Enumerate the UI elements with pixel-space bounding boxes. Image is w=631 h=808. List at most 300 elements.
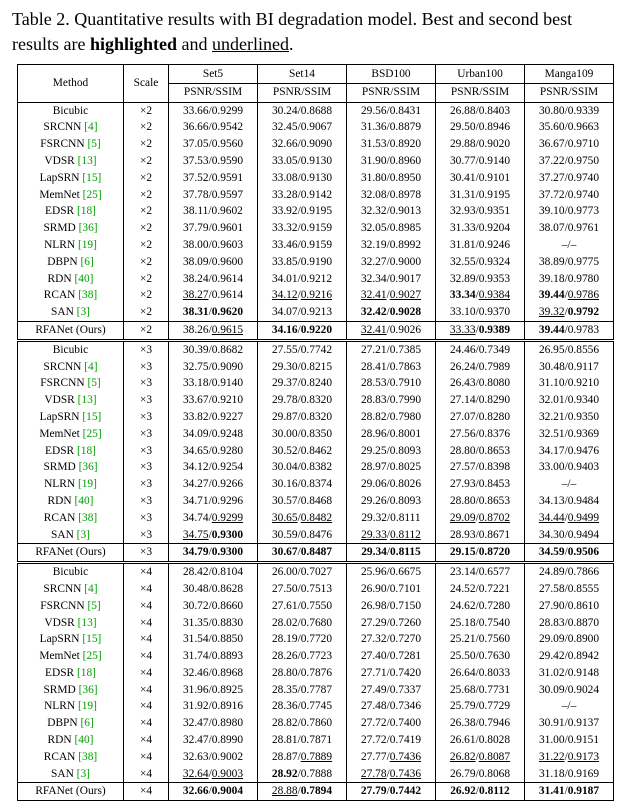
result-cell: 28.80/0.7876: [258, 665, 347, 682]
table-row: [18, 136, 614, 153]
result-cell: 28.41/0.7863: [347, 359, 436, 376]
method-cell: LapSRN [15]: [18, 409, 124, 426]
result-cell: 34.27/0.9266: [169, 476, 258, 493]
result-cell: 37.79/0.9601: [169, 220, 258, 237]
citation-link[interactable]: [4]: [84, 121, 98, 134]
result-cell: 33.33/0.9389: [436, 321, 525, 340]
result-cell: 39.10/0.9773: [525, 203, 614, 220]
result-cell: 32.66/0.9090: [258, 136, 347, 153]
table-row: [18, 715, 614, 732]
citation-link[interactable]: [13]: [77, 154, 97, 167]
result-cell: 30.04/0.8382: [258, 459, 347, 476]
citation-link[interactable]: [3]: [76, 528, 90, 541]
result-cell: 24.89/0.7866: [525, 563, 614, 581]
result-cell: 30.52/0.8462: [258, 443, 347, 460]
table-row: [18, 443, 614, 460]
result-cell: 38.27/0.9614: [169, 287, 258, 304]
scale-cell: ×4: [124, 698, 169, 715]
result-cell: 29.26/0.8093: [347, 493, 436, 510]
result-cell: 32.51/0.9369: [525, 426, 614, 443]
table-row: [18, 749, 614, 766]
result-cell: 32.05/0.8985: [347, 220, 436, 237]
citation-link[interactable]: [5]: [87, 599, 101, 612]
method-cell: EDSR [18]: [18, 443, 124, 460]
method-cell: VDSR [13]: [18, 392, 124, 409]
result-cell: 30.72/0.8660: [169, 598, 258, 615]
table-row: [18, 563, 614, 581]
table-row: [18, 766, 614, 783]
method-cell: SRCNN [4]: [18, 359, 124, 376]
citation-link[interactable]: [4]: [84, 360, 98, 373]
scale-cell: ×2: [124, 287, 169, 304]
table-row: [18, 493, 614, 510]
scale-cell: ×2: [124, 237, 169, 254]
scale-cell: ×3: [124, 510, 169, 527]
method-cell: FSRCNN [5]: [18, 136, 124, 153]
citation-link[interactable]: [25]: [82, 427, 102, 440]
result-cell: 31.10/0.9210: [525, 375, 614, 392]
citation-link[interactable]: [19]: [77, 478, 97, 491]
result-cell: 34.30/0.9494: [525, 527, 614, 544]
method-cell: RCAN [38]: [18, 749, 124, 766]
citation-link[interactable]: [36]: [78, 461, 98, 474]
result-cell: 34.44/0.9499: [525, 510, 614, 527]
result-cell: 26.00/0.7027: [258, 563, 347, 581]
method-cell: SAN [3]: [18, 304, 124, 321]
scale-cell: ×2: [124, 119, 169, 136]
result-cell: 33.08/0.9130: [258, 170, 347, 187]
table-row: [18, 304, 614, 321]
result-cell: 34.09/0.9248: [169, 426, 258, 443]
method-cell: DBPN [6]: [18, 254, 124, 271]
scale-cell: ×2: [124, 153, 169, 170]
result-cell: 27.79/0.7442: [347, 783, 436, 801]
method-cell: VDSR [13]: [18, 615, 124, 632]
scale-cell: ×3: [124, 493, 169, 510]
citation-link[interactable]: [40]: [74, 272, 94, 285]
result-cell: 27.14/0.8290: [436, 392, 525, 409]
scale-cell: ×3: [124, 375, 169, 392]
citation-link[interactable]: [4]: [84, 582, 98, 595]
table-row: [18, 254, 614, 271]
citation-link[interactable]: [18]: [76, 205, 96, 218]
citation-link[interactable]: [18]: [76, 666, 96, 679]
citation-link[interactable]: [13]: [77, 616, 97, 629]
result-cell: 31.54/0.8850: [169, 631, 258, 648]
method-cell: DBPN [6]: [18, 715, 124, 732]
result-cell: 33.00/0.9403: [525, 459, 614, 476]
scale-cell: ×4: [124, 682, 169, 699]
result-cell: 32.32/0.9013: [347, 203, 436, 220]
citation-link[interactable]: [36]: [78, 222, 98, 235]
result-cell: 37.05/0.9560: [169, 136, 258, 153]
result-cell: 37.53/0.9590: [169, 153, 258, 170]
scale-cell: ×3: [124, 527, 169, 544]
table-row-ours: [18, 544, 614, 563]
result-cell: 27.48/0.7346: [347, 698, 436, 715]
method-cell: LapSRN [15]: [18, 170, 124, 187]
result-cell: 31.36/0.8879: [347, 119, 436, 136]
col-header-bsd100: BSD100: [347, 65, 436, 84]
result-cell: 30.77/0.9140: [436, 153, 525, 170]
result-cell: 25.79/0.7729: [436, 698, 525, 715]
result-cell: 27.55/0.7742: [258, 340, 347, 358]
result-cell: 33.82/0.9227: [169, 409, 258, 426]
method-cell: NLRN [19]: [18, 237, 124, 254]
result-cell: 32.45/0.9067: [258, 119, 347, 136]
table-row: [18, 598, 614, 615]
result-cell: 34.13/0.9484: [525, 493, 614, 510]
result-cell: 30.48/0.9117: [525, 359, 614, 376]
scale-cell: ×4: [124, 581, 169, 598]
table-row: [18, 698, 614, 715]
result-cell: 37.52/0.9591: [169, 170, 258, 187]
result-cell: 32.19/0.8992: [347, 237, 436, 254]
method-cell: Bicubic: [18, 340, 124, 358]
result-cell: 27.29/0.7260: [347, 615, 436, 632]
result-cell: 31.74/0.8893: [169, 648, 258, 665]
method-cell: RDN [40]: [18, 271, 124, 288]
subheader-psnr-ssim: PSNR/SSIM: [525, 83, 614, 102]
subheader-psnr-ssim: PSNR/SSIM: [169, 83, 258, 102]
result-cell: 31.80/0.8950: [347, 170, 436, 187]
result-cell: 23.14/0.6577: [436, 563, 525, 581]
result-cell: 30.48/0.8628: [169, 581, 258, 598]
citation-link[interactable]: [38]: [78, 511, 98, 524]
citation-link[interactable]: [18]: [76, 444, 96, 457]
result-cell: 29.42/0.8942: [525, 648, 614, 665]
method-cell: MemNet [25]: [18, 426, 124, 443]
result-cell: 39.32/0.9792: [525, 304, 614, 321]
result-cell: 26.24/0.7989: [436, 359, 525, 376]
result-cell: 27.71/0.7420: [347, 665, 436, 682]
subheader-psnr-ssim: PSNR/SSIM: [258, 83, 347, 102]
result-cell: 32.41/0.9026: [347, 321, 436, 340]
method-cell: NLRN [19]: [18, 698, 124, 715]
method-cell: LapSRN [15]: [18, 631, 124, 648]
table-row: [18, 426, 614, 443]
scale-cell: ×3: [124, 544, 169, 563]
result-cell: –/–: [525, 698, 614, 715]
result-cell: 32.41/0.9027: [347, 287, 436, 304]
table-row: [18, 237, 614, 254]
table-row: [18, 648, 614, 665]
result-cell: 25.96/0.6675: [347, 563, 436, 581]
result-cell: 28.96/0.8001: [347, 426, 436, 443]
citation-link[interactable]: [38]: [78, 289, 98, 302]
result-cell: 34.75/0.9300: [169, 527, 258, 544]
result-cell: 29.56/0.8431: [347, 102, 436, 119]
citation-link[interactable]: [15]: [82, 171, 102, 184]
table-row: [18, 119, 614, 136]
citation-link[interactable]: [36]: [78, 683, 98, 696]
scale-cell: ×2: [124, 321, 169, 340]
result-cell: 31.53/0.8920: [347, 136, 436, 153]
result-cell: 31.22/0.9173: [525, 749, 614, 766]
result-cell: 32.21/0.9350: [525, 409, 614, 426]
result-cell: 37.22/0.9750: [525, 153, 614, 170]
result-cell: 30.65/0.8482: [258, 510, 347, 527]
result-cell: 30.09/0.9024: [525, 682, 614, 699]
result-cell: 33.28/0.9142: [258, 187, 347, 204]
result-cell: 29.34/0.8115: [347, 544, 436, 563]
result-cell: 27.72/0.7400: [347, 715, 436, 732]
result-cell: 28.87/0.7889: [258, 749, 347, 766]
result-cell: 33.85/0.9190: [258, 254, 347, 271]
table-row: [18, 375, 614, 392]
result-cell: 28.92/0.7888: [258, 766, 347, 783]
table-row: [18, 271, 614, 288]
result-cell: 26.92/0.8112: [436, 783, 525, 801]
table-row: [18, 510, 614, 527]
method-cell: SRCNN [4]: [18, 581, 124, 598]
scale-cell: ×4: [124, 648, 169, 665]
col-header-urban100: Urban100: [436, 65, 525, 84]
result-cell: 27.78/0.7436: [347, 766, 436, 783]
table-row: [18, 153, 614, 170]
result-cell: 26.64/0.8033: [436, 665, 525, 682]
result-cell: 26.82/0.8087: [436, 749, 525, 766]
result-cell: 39.44/0.9783: [525, 321, 614, 340]
scale-cell: ×2: [124, 220, 169, 237]
result-cell: 34.71/0.9296: [169, 493, 258, 510]
method-cell: SAN [3]: [18, 766, 124, 783]
result-cell: 29.06/0.8026: [347, 476, 436, 493]
result-cell: 39.44/0.9786: [525, 287, 614, 304]
result-cell: 29.87/0.8320: [258, 409, 347, 426]
result-cell: 28.42/0.8104: [169, 563, 258, 581]
scale-cell: ×2: [124, 203, 169, 220]
table-body: [18, 102, 614, 801]
result-cell: 31.18/0.9169: [525, 766, 614, 783]
table-row: [18, 732, 614, 749]
result-cell: 29.32/0.8111: [347, 510, 436, 527]
col-header-set14: Set14: [258, 65, 347, 84]
citation-link[interactable]: [15]: [82, 633, 102, 646]
result-cell: 37.78/0.9597: [169, 187, 258, 204]
citation-link[interactable]: [5]: [87, 377, 101, 390]
scale-cell: ×4: [124, 783, 169, 801]
table-row: [18, 392, 614, 409]
scale-cell: ×4: [124, 766, 169, 783]
result-cell: 32.75/0.9090: [169, 359, 258, 376]
result-cell: 34.12/0.9216: [258, 287, 347, 304]
result-cell: 28.97/0.8025: [347, 459, 436, 476]
scale-cell: ×4: [124, 615, 169, 632]
result-cell: 33.32/0.9159: [258, 220, 347, 237]
result-cell: 28.82/0.7860: [258, 715, 347, 732]
result-cell: 26.79/0.8068: [436, 766, 525, 783]
result-cell: 28.36/0.7745: [258, 698, 347, 715]
method-cell: SRMD [36]: [18, 682, 124, 699]
table-row: [18, 187, 614, 204]
result-cell: 38.89/0.9775: [525, 254, 614, 271]
scale-cell: ×2: [124, 187, 169, 204]
citation-link[interactable]: [3]: [76, 767, 90, 780]
result-cell: 28.88/0.7894: [258, 783, 347, 801]
result-cell: 33.18/0.9140: [169, 375, 258, 392]
table-row: [18, 287, 614, 304]
result-cell: 38.24/0.9614: [169, 271, 258, 288]
table-row-ours: [18, 783, 614, 801]
citation-link[interactable]: [19]: [77, 700, 97, 713]
scale-cell: ×4: [124, 665, 169, 682]
citation-link[interactable]: [15]: [82, 410, 102, 423]
scale-cell: ×3: [124, 459, 169, 476]
result-cell: 26.61/0.8028: [436, 732, 525, 749]
result-cell: 32.55/0.9324: [436, 254, 525, 271]
result-cell: 28.82/0.7980: [347, 409, 436, 426]
result-cell: 28.02/0.7680: [258, 615, 347, 632]
result-cell: 30.41/0.9101: [436, 170, 525, 187]
method-cell: SAN [3]: [18, 527, 124, 544]
method-cell: SRCNN [4]: [18, 119, 124, 136]
table-row: [18, 527, 614, 544]
result-cell: 32.08/0.8978: [347, 187, 436, 204]
result-cell: 38.31/0.9620: [169, 304, 258, 321]
result-cell: 27.72/0.7419: [347, 732, 436, 749]
method-cell: RCAN [38]: [18, 510, 124, 527]
subheader-psnr-ssim: PSNR/SSIM: [347, 83, 436, 102]
result-cell: 28.80/0.8653: [436, 493, 525, 510]
citation-link[interactable]: [6]: [80, 255, 94, 268]
result-cell: 26.95/0.8556: [525, 340, 614, 358]
citation-link[interactable]: [3]: [76, 306, 90, 319]
result-cell: 28.53/0.7910: [347, 375, 436, 392]
method-cell: NLRN [19]: [18, 476, 124, 493]
result-cell: 28.93/0.8671: [436, 527, 525, 544]
result-cell: 37.27/0.9740: [525, 170, 614, 187]
result-cell: 26.88/0.8403: [436, 102, 525, 119]
result-cell: 24.46/0.7349: [436, 340, 525, 358]
scale-cell: ×4: [124, 749, 169, 766]
result-cell: 27.50/0.7513: [258, 581, 347, 598]
result-cell: 39.18/0.9780: [525, 271, 614, 288]
scale-cell: ×4: [124, 598, 169, 615]
result-cell: 28.35/0.7787: [258, 682, 347, 699]
method-cell: RCAN [38]: [18, 287, 124, 304]
result-cell: 28.26/0.7723: [258, 648, 347, 665]
result-cell: 30.00/0.8350: [258, 426, 347, 443]
table-row: [18, 340, 614, 358]
table-row: [18, 220, 614, 237]
result-cell: 25.68/0.7731: [436, 682, 525, 699]
scale-cell: ×2: [124, 254, 169, 271]
result-cell: 38.26/0.9615: [169, 321, 258, 340]
result-cell: 33.66/0.9299: [169, 102, 258, 119]
result-cell: 26.90/0.7101: [347, 581, 436, 598]
table-caption: Table 2. Quantitative results with BI degradation model. Best and second best results are highlighted and underlined.: [12, 9, 573, 54]
results-table: [17, 64, 614, 801]
result-cell: 34.74/0.9299: [169, 510, 258, 527]
table-row: [18, 476, 614, 493]
result-cell: 31.81/0.9246: [436, 237, 525, 254]
result-cell: 28.19/0.7720: [258, 631, 347, 648]
result-cell: 27.61/0.7550: [258, 598, 347, 615]
citation-link[interactable]: [40]: [74, 734, 94, 747]
table-row: [18, 170, 614, 187]
result-cell: 31.00/0.9151: [525, 732, 614, 749]
citation-link[interactable]: [25]: [82, 188, 102, 201]
citation-link[interactable]: [5]: [87, 138, 101, 151]
result-cell: 29.78/0.8320: [258, 392, 347, 409]
result-cell: 27.90/0.8610: [525, 598, 614, 615]
result-cell: 32.27/0.9000: [347, 254, 436, 271]
result-cell: 31.35/0.8830: [169, 615, 258, 632]
result-cell: 29.09/0.8900: [525, 631, 614, 648]
result-cell: 28.83/0.8870: [525, 615, 614, 632]
result-cell: 29.30/0.8215: [258, 359, 347, 376]
table-row: [18, 682, 614, 699]
method-cell: RDN [40]: [18, 493, 124, 510]
citation-link[interactable]: [19]: [77, 238, 97, 251]
result-cell: 30.24/0.8688: [258, 102, 347, 119]
result-cell: 28.80/0.8653: [436, 443, 525, 460]
table-row: [18, 359, 614, 376]
scale-cell: ×3: [124, 426, 169, 443]
result-cell: 26.43/0.8080: [436, 375, 525, 392]
result-cell: 32.47/0.8990: [169, 732, 258, 749]
method-cell: RDN [40]: [18, 732, 124, 749]
citation-link[interactable]: [6]: [80, 717, 94, 730]
result-cell: 32.42/0.9028: [347, 304, 436, 321]
result-cell: 29.09/0.8702: [436, 510, 525, 527]
method-cell: SRMD [36]: [18, 220, 124, 237]
result-cell: 30.59/0.8476: [258, 527, 347, 544]
result-cell: 24.52/0.7221: [436, 581, 525, 598]
result-cell: 33.92/0.9195: [258, 203, 347, 220]
result-cell: 32.89/0.9353: [436, 271, 525, 288]
result-cell: 30.39/0.8682: [169, 340, 258, 358]
citation-link[interactable]: [38]: [78, 750, 98, 763]
scale-cell: ×2: [124, 102, 169, 119]
method-cell: RFANet (Ours): [18, 783, 124, 801]
result-cell: 31.90/0.8960: [347, 153, 436, 170]
result-cell: 29.33/0.8112: [347, 527, 436, 544]
method-cell: RFANet (Ours): [18, 544, 124, 563]
method-cell: Bicubic: [18, 102, 124, 119]
citation-link[interactable]: [13]: [77, 394, 97, 407]
method-cell: Bicubic: [18, 563, 124, 581]
table-row: [18, 615, 614, 632]
table-row: [18, 203, 614, 220]
scale-cell: ×2: [124, 271, 169, 288]
result-cell: 30.80/0.9339: [525, 102, 614, 119]
result-cell: 32.66/0.9004: [169, 783, 258, 801]
result-cell: 25.21/0.7560: [436, 631, 525, 648]
method-cell: FSRCNN [5]: [18, 598, 124, 615]
method-cell: EDSR [18]: [18, 203, 124, 220]
result-cell: 34.59/0.9506: [525, 544, 614, 563]
citation-link[interactable]: [40]: [74, 494, 94, 507]
result-cell: 33.34/0.9384: [436, 287, 525, 304]
result-cell: 27.07/0.8280: [436, 409, 525, 426]
result-cell: 31.92/0.8916: [169, 698, 258, 715]
result-cell: 26.98/0.7150: [347, 598, 436, 615]
result-cell: 38.07/0.9761: [525, 220, 614, 237]
result-cell: 32.46/0.8968: [169, 665, 258, 682]
result-cell: 27.58/0.8555: [525, 581, 614, 598]
result-cell: 26.38/0.7946: [436, 715, 525, 732]
method-cell: RFANet (Ours): [18, 321, 124, 340]
citation-link[interactable]: [25]: [82, 650, 102, 663]
result-cell: 32.01/0.9340: [525, 392, 614, 409]
scale-cell: ×4: [124, 732, 169, 749]
method-cell: VDSR [13]: [18, 153, 124, 170]
result-cell: 32.47/0.8980: [169, 715, 258, 732]
result-cell: 32.93/0.9351: [436, 203, 525, 220]
scale-cell: ×4: [124, 563, 169, 581]
